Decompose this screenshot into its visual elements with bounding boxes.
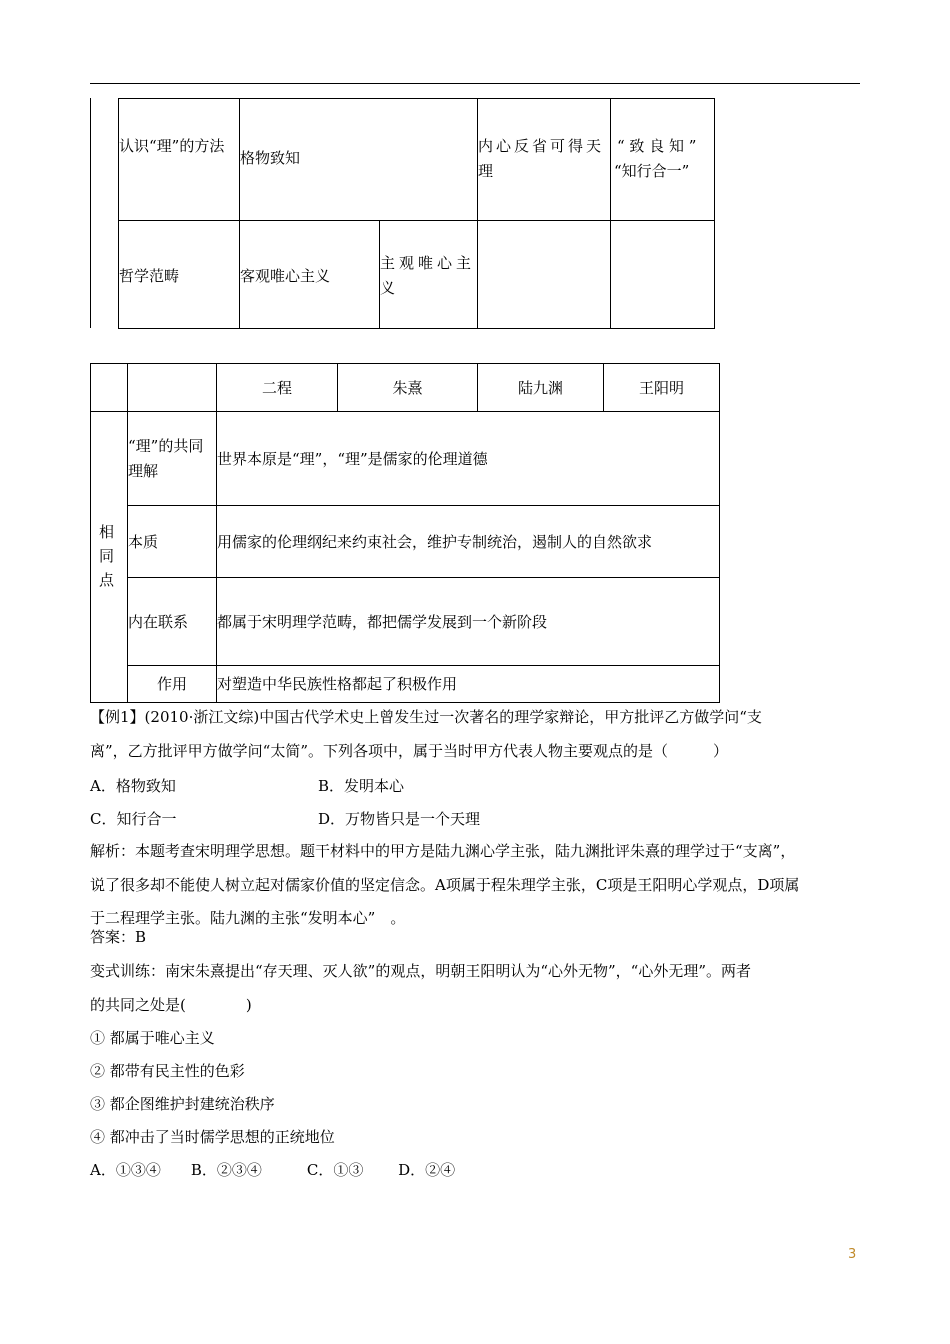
row-text-effect: 对塑造中华民族性格都起了积极作用: [217, 675, 458, 693]
row-label-common-understanding: “理”的共同理解: [128, 437, 204, 480]
row-text-essence: 用儒家的伦理纲纪来约束社会，维护专制统治，遏制人的自然欲求: [217, 533, 653, 551]
practice-question-line-1: 变式训练：南宋朱熹提出“存天理、灭人欲”的观点，明朝王阳明认为“心外无物”，“心外无理”。两者: [90, 962, 752, 980]
row-label-method: 认识“理”的方法: [119, 137, 225, 155]
row-label-effect: 作用: [156, 675, 187, 693]
analysis-line-3: 于二程理学主张。陆九渊的主张“发明本心” 。: [90, 909, 406, 927]
option-c: C．知行合一: [90, 810, 177, 828]
row-label-category: 哲学范畴: [119, 267, 180, 285]
group-label-similarities: 相同点: [99, 523, 115, 589]
practice-question-line-2: 的共同之处是( ): [90, 996, 252, 1014]
header-er-cheng: 二程: [261, 379, 292, 397]
option-b: B．发明本心: [318, 777, 405, 795]
option-d: D．万物皆只是一个天理: [318, 810, 481, 828]
page-number: 3: [848, 1247, 857, 1262]
row-text-common-understanding: 世界本原是“理”，“理”是儒家的伦理道德: [217, 450, 488, 468]
cell-objective-idealism: 客观唯心主义: [240, 267, 331, 285]
practice-item-3: ③ 都企图维护封建统治秩序: [90, 1095, 275, 1113]
practice-item-4: ④ 都冲击了当时儒学思想的正统地位: [90, 1128, 335, 1146]
cell-lu-method: 内心反省可得天理: [478, 137, 605, 180]
analysis-line-2: 说了很多却不能使人树立起对儒家价值的坚定信念。A项属于程朱理学主张，C项是王阳明心学观点，D项属: [90, 876, 800, 894]
option-a: A．格物致知: [90, 777, 176, 795]
cell-subjective-idealism: 主观唯心主义: [380, 254, 476, 297]
row-label-essence: 本质: [128, 533, 159, 551]
practice-choices: A．①③④ B．②③④ C．①③ D．②④: [90, 1161, 456, 1179]
cell-zhuxi-method: 格物致知: [240, 149, 301, 167]
header-zhu-xi: 朱熹: [392, 379, 423, 397]
answer: 答案：B: [90, 928, 147, 946]
header-rule: [90, 83, 860, 84]
row-text-internal-link: 都属于宋明理学范畴，都把儒学发展到一个新阶段: [217, 613, 548, 631]
practice-item-1: ① 都属于唯心主义: [90, 1029, 215, 1047]
cell-wang-method-1: “ 致 良 知 ”: [617, 137, 697, 155]
example-question-line-2: 离”，乙方批评甲方做学问“太简”。下列各项中，属于当时甲方代表人物主要观点的是（ ）: [90, 742, 729, 760]
example-question-line-1: 【例1】(2010·浙江文综)中国古代学术史上曾发生过一次著名的理学家辩论，甲方批评乙方做学问“支: [90, 708, 762, 726]
practice-item-2: ② 都带有民主性的色彩: [90, 1062, 245, 1080]
analysis-line-1: 解析：本题考查宋明理学思想。题干材料中的甲方是陆九渊心学主张，陆九渊批评朱熹的理学过于“支离”，: [90, 842, 796, 860]
row-label-internal-link: 内在联系: [128, 613, 189, 631]
header-wang-yangming: 王阳明: [638, 379, 684, 397]
cell-wang-method-2: “知行合一”: [614, 162, 690, 180]
header-lu-jiuyuan: 陆九渊: [517, 379, 563, 397]
